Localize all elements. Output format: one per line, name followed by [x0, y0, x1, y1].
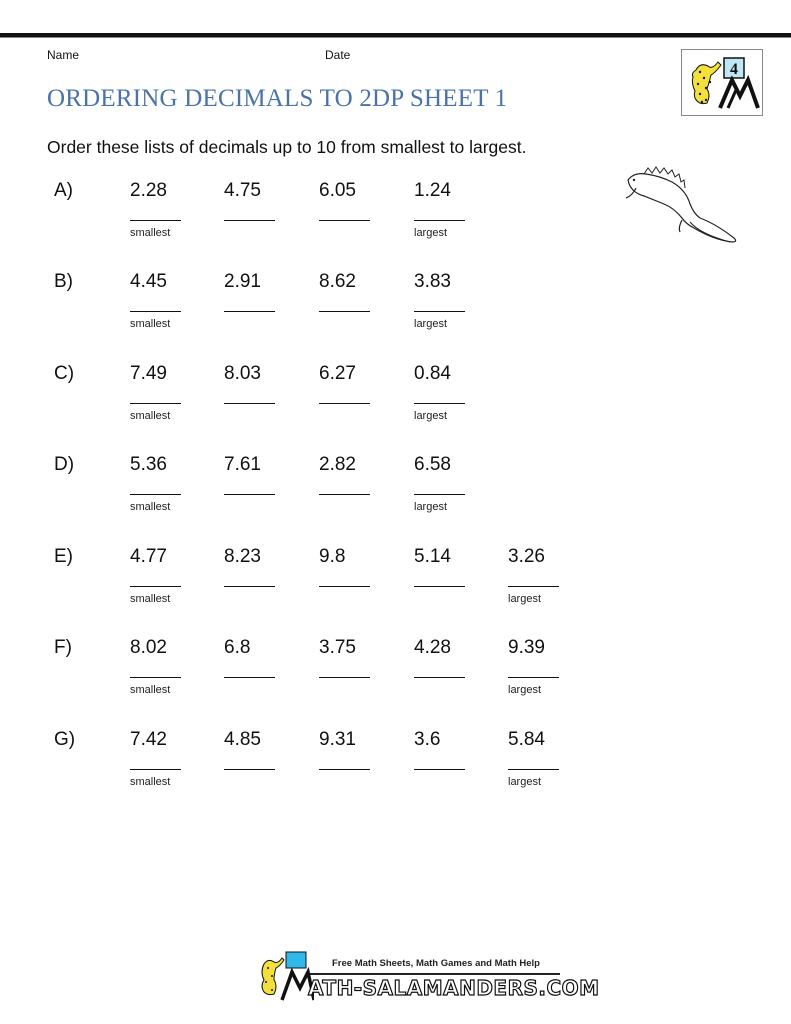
svg-text:4: 4 — [730, 61, 738, 78]
number: 7.49 — [130, 363, 167, 384]
largest-hint: largest — [508, 776, 542, 788]
problem-e — [0, 546, 791, 626]
problem-label: D) — [54, 454, 75, 475]
answer-blank[interactable] — [224, 403, 275, 404]
answer-blank[interactable] — [319, 220, 370, 221]
answer-blank[interactable] — [508, 677, 559, 678]
number: 8.62 — [319, 271, 356, 292]
footer-tagline: Free Math Sheets, Math Games and Math Help — [332, 958, 540, 969]
number: 5.36 — [130, 454, 167, 475]
problem-label: E) — [54, 546, 73, 567]
answer-blank[interactable] — [319, 586, 370, 587]
answer-blank[interactable] — [414, 220, 465, 221]
number: 3.6 — [414, 729, 441, 750]
top-rule — [0, 33, 791, 38]
smallest-hint: smallest — [130, 410, 171, 422]
number: 2.91 — [224, 271, 261, 292]
answer-blank[interactable] — [130, 677, 181, 678]
instructions-text: Order these lists of decimals up to 10 from smallest to largest. — [47, 137, 527, 157]
smallest-hint: smallest — [130, 776, 171, 788]
number: 1.24 — [414, 180, 451, 201]
number: 8.03 — [224, 363, 261, 384]
answer-blank[interactable] — [224, 586, 275, 587]
answer-blank[interactable] — [224, 769, 275, 770]
salamander-easel-icon — [258, 950, 314, 1002]
smallest-hint: smallest — [130, 501, 171, 513]
page-title: ORDERING DECIMALS TO 2DP SHEET 1 — [47, 85, 508, 112]
answer-blank[interactable] — [224, 311, 275, 312]
answer-blank[interactable] — [414, 494, 465, 495]
answer-blank[interactable] — [319, 311, 370, 312]
answer-blank[interactable] — [414, 311, 465, 312]
answer-blank[interactable] — [319, 403, 370, 404]
answer-blank[interactable] — [130, 494, 181, 495]
answer-blank[interactable] — [508, 769, 559, 770]
number: 9.39 — [508, 637, 545, 658]
largest-hint: largest — [414, 227, 448, 239]
largest-hint: largest — [414, 318, 448, 330]
largest-hint: largest — [414, 410, 448, 422]
largest-hint: largest — [508, 684, 542, 696]
problem-label: G) — [54, 729, 76, 750]
smallest-hint: smallest — [130, 227, 171, 239]
number: 8.23 — [224, 546, 261, 567]
number: 3.75 — [319, 637, 356, 658]
answer-blank[interactable] — [130, 769, 181, 770]
number: 7.61 — [224, 454, 261, 475]
answer-blank[interactable] — [319, 769, 370, 770]
number: 4.28 — [414, 637, 451, 658]
number: 9.31 — [319, 729, 356, 750]
number: 6.05 — [319, 180, 356, 201]
number: 2.82 — [319, 454, 356, 475]
answer-blank[interactable] — [319, 677, 370, 678]
answer-blank[interactable] — [130, 403, 181, 404]
grade-logo — [681, 49, 763, 116]
largest-hint: largest — [508, 593, 542, 605]
number: 6.8 — [224, 637, 251, 658]
problem-g — [0, 729, 791, 809]
answer-blank[interactable] — [414, 677, 465, 678]
number: 9.8 — [319, 546, 346, 567]
answer-blank[interactable] — [508, 586, 559, 587]
number: 2.28 — [130, 180, 167, 201]
answer-blank[interactable] — [414, 586, 465, 587]
name-label: Name — [47, 48, 80, 62]
number: 3.26 — [508, 546, 545, 567]
problem-c — [0, 363, 791, 443]
smallest-hint: smallest — [130, 593, 171, 605]
number: 4.45 — [130, 271, 167, 292]
answer-blank[interactable] — [414, 403, 465, 404]
answer-blank[interactable] — [130, 586, 181, 587]
number: 4.85 — [224, 729, 261, 750]
answer-blank[interactable] — [319, 494, 370, 495]
number: 5.84 — [508, 729, 545, 750]
number: 4.75 — [224, 180, 261, 201]
problem-label: C) — [54, 363, 75, 384]
salamander-easel-icon — [682, 50, 762, 115]
answer-blank[interactable] — [130, 220, 181, 221]
footer-site-link[interactable]: ATH-SALAMANDERS.COM — [308, 976, 600, 1000]
answer-blank[interactable] — [224, 494, 275, 495]
number: 8.02 — [130, 637, 167, 658]
problem-b — [0, 271, 791, 351]
number: 6.27 — [319, 363, 356, 384]
problem-label: A) — [54, 180, 73, 201]
largest-hint: largest — [414, 501, 448, 513]
problem-d — [0, 454, 791, 534]
answer-blank[interactable] — [224, 220, 275, 221]
date-label: Date — [325, 48, 351, 62]
problem-f — [0, 637, 791, 717]
answer-blank[interactable] — [224, 677, 275, 678]
number: 7.42 — [130, 729, 167, 750]
footer-rule — [310, 973, 560, 975]
smallest-hint: smallest — [130, 318, 171, 330]
problem-label: F) — [54, 637, 72, 658]
number: 6.58 — [414, 454, 451, 475]
number: 0.84 — [414, 363, 451, 384]
number: 3.83 — [414, 271, 451, 292]
number: 4.77 — [130, 546, 167, 567]
answer-blank[interactable] — [130, 311, 181, 312]
problem-label: B) — [54, 271, 73, 292]
smallest-hint: smallest — [130, 684, 171, 696]
problem-a — [0, 180, 791, 260]
number: 5.14 — [414, 546, 451, 567]
answer-blank[interactable] — [414, 769, 465, 770]
